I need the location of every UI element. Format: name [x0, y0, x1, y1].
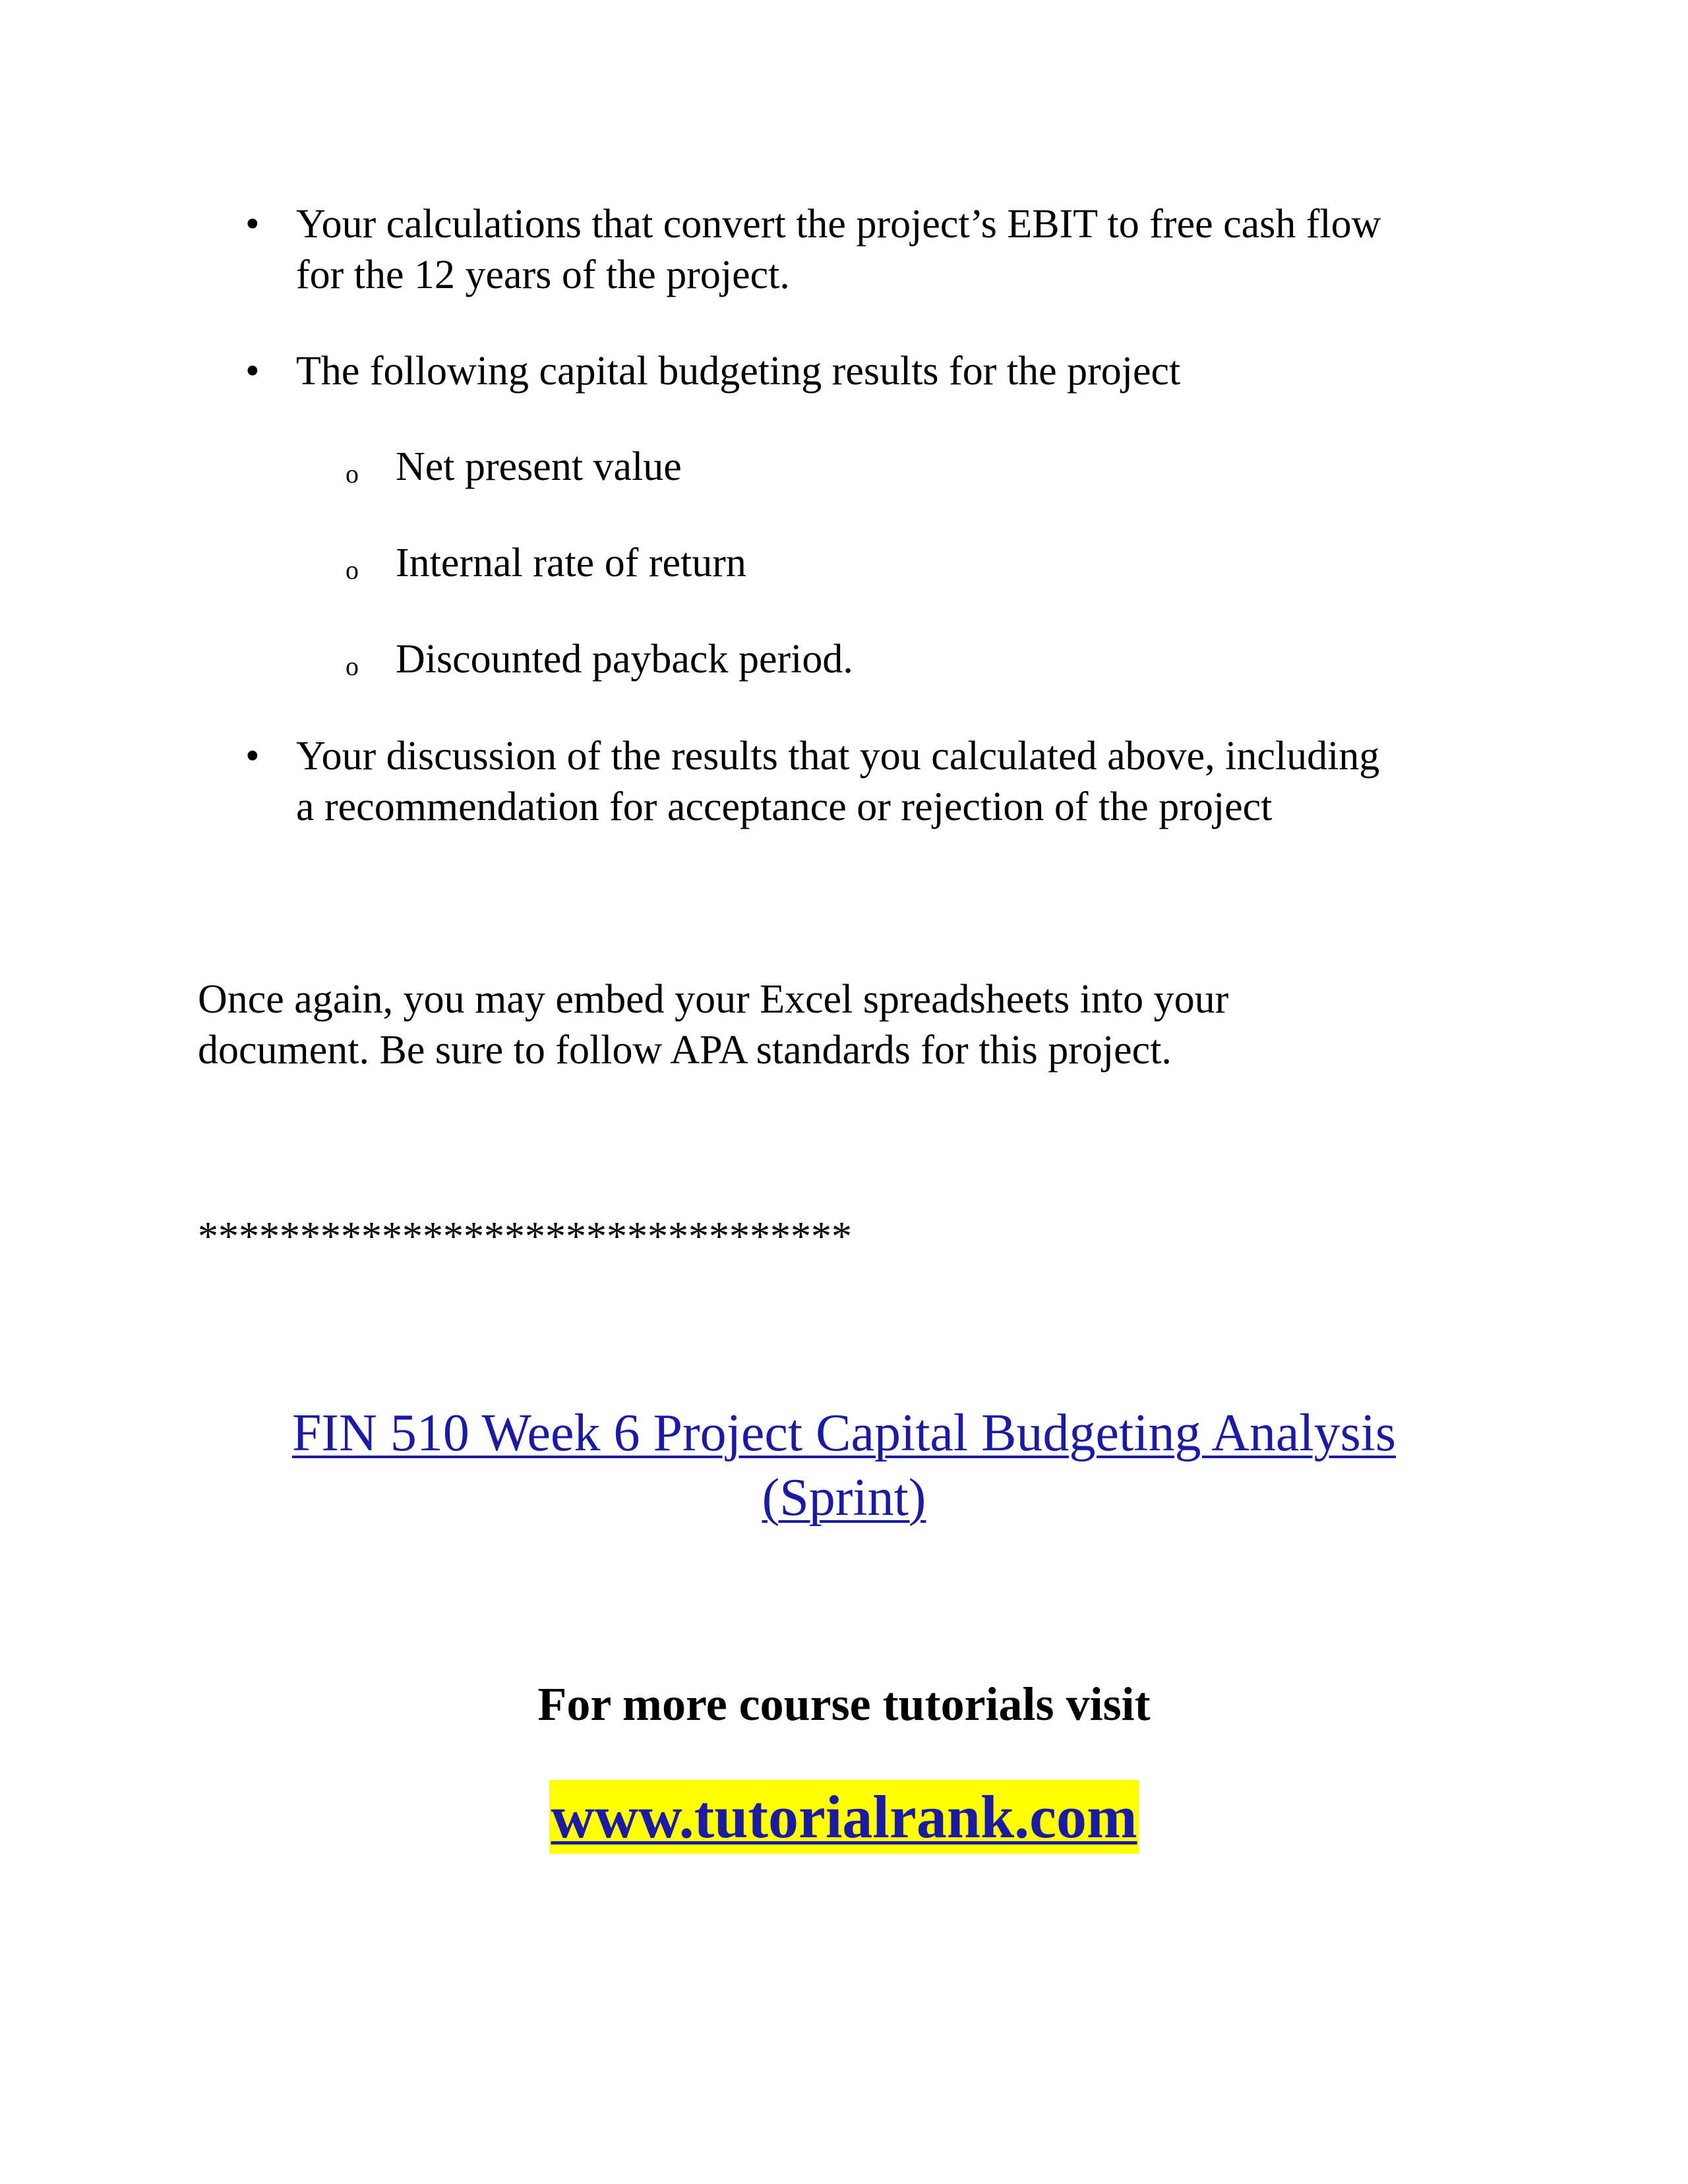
sub-list-item: Discounted payback period.: [396, 637, 853, 682]
list-item-line: a recommendation for acceptance or rejection of the project: [296, 784, 1273, 829]
course-title-link-line-2[interactable]: (Sprint): [762, 1469, 926, 1527]
sub-list-bullet: o: [346, 651, 359, 681]
list-item-line: The following capital budgeting results for the project: [296, 349, 1181, 394]
website-link[interactable]: www.tutorialrank.com: [549, 1780, 1138, 1854]
course-title-link-line-1[interactable]: FIN 510 Week 6 Project Capital Budgeting Analysis: [291, 1404, 1397, 1462]
paragraph-line: document. Be sure to follow APA standards for this project.: [198, 1028, 1172, 1073]
list-item-line: Your discussion of the results that you calculated above, including: [296, 734, 1380, 779]
asterisk-separator: ********************************: [198, 1214, 852, 1259]
list-item-line: for the 12 years of the project.: [296, 252, 790, 297]
list-bullet: •: [245, 734, 260, 779]
promo-site-wrapper: [0, 1780, 1688, 1854]
sub-list-item: Net present value: [396, 444, 682, 489]
list-item-line: Your calculations that convert the project’s EBIT to free cash flow: [296, 202, 1381, 247]
sub-list-bullet: o: [346, 459, 359, 488]
sub-list-bullet: o: [346, 555, 359, 585]
paragraph-line: Once again, you may embed your Excel spreadsheets into your: [198, 977, 1229, 1022]
sub-list-item: Internal rate of return: [396, 541, 746, 585]
list-bullet: •: [245, 202, 260, 247]
promo-heading: For more course tutorials visit: [537, 1678, 1151, 1730]
list-bullet: •: [245, 349, 260, 394]
